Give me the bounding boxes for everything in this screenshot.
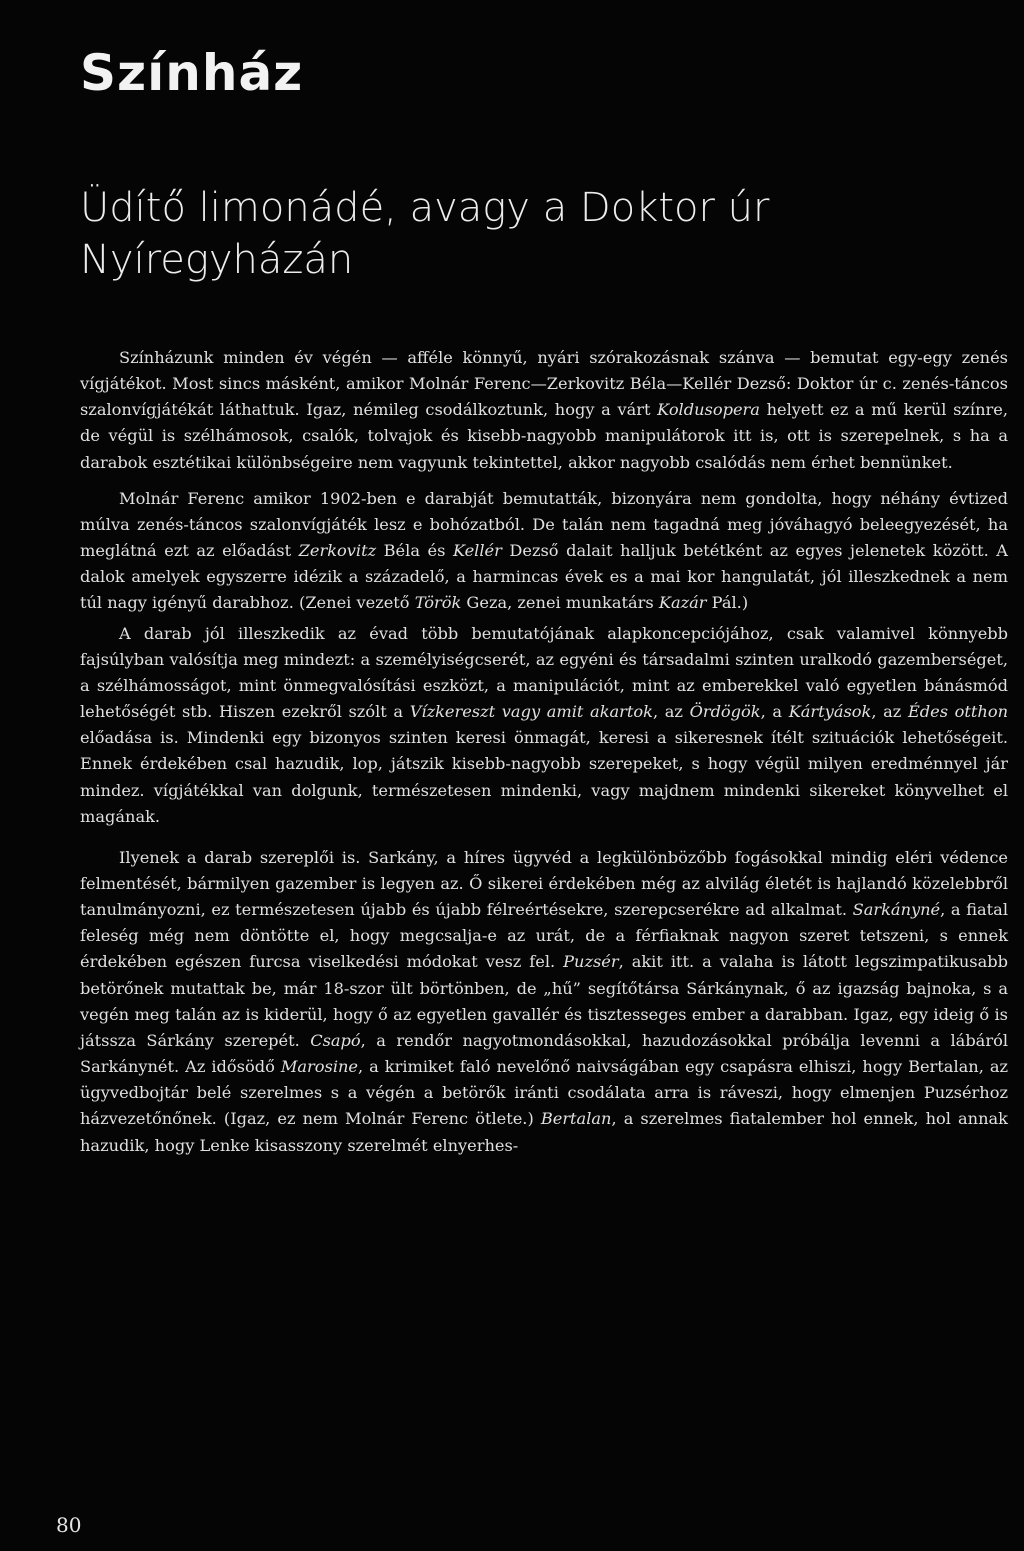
paragraph (80, 845, 1008, 1159)
text-run: , a krimiket faló nevelőnő naivságában egy csapásra elhiszi, hogy Bertalan, az ügyvedbojtár belé szerelmes s a végén a betörők iránti csodálata arra is ráveszi, hogy elmenjen Puzsérhoz házvezetőnőnek. (Igaz, ez nem Molnár Ferenc ötlete.) (80, 1057, 1009, 1129)
text-run: , a (760, 702, 789, 722)
text-run: , az (652, 702, 690, 722)
italic-text-run: Marosine (280, 1057, 359, 1077)
text-run: , a szerelmes fiatalember hol ennek, hol annak hazudik, hogy Lenke kisasszony szerelmét elnyerhes- (80, 1109, 1008, 1155)
text-run: előadása is. Mindenki egy bizonyos szinten keresi önmagát, keresi a sikeresnek ítélt szituációk lehetőségeit. Ennek érdekében csal hazudik, lop, játszik kisebb-nagyobb szerepeket, s hogy végül milyen eredménnyel jár mindez. vígjátékkal van dolgunk, természetesen mindenki, vagy majdnem mindenki sikereket könyvelhet el magának. (80, 728, 1008, 826)
text-run: A darab jól illeszkedik az évad több bemutatójának alapkoncepciójához, csak valamivel könnyebb fajsúlyban valósítja meg mindezt: a személyiségcserét, az egyéni és társadalmi szinten uralkodó gazemberséget, a szélhámosságot, mint önmegvalósítási eszközt, a manipulációt, mint az emberekkel való egyetlen bánásmód lehetőségét stb. Hiszen ezekről szólt a (80, 623, 1008, 722)
paragraph (80, 621, 1008, 830)
text-run: Béla és (376, 541, 453, 561)
paragraph (80, 345, 1008, 476)
italic-text-run: Puzsér (563, 952, 619, 972)
italic-text-run: Kazár (658, 593, 707, 613)
italic-text-run: Bertalan (540, 1109, 612, 1129)
paragraph (80, 486, 1008, 617)
text-run: Geza, zenei munkatárs (461, 593, 659, 613)
italic-text-run: Kártyások (788, 702, 872, 722)
text-run: , a rendőr nagyotmondásokkal, hazudozásokkal próbálja levenni a lábáról Sarkánynét. Az idősödő (80, 1030, 1008, 1077)
text-run: , akit itt. a valaha is látott legszimpatikusabb betörőnek mutattak be, már 18-szor ült börtönben, de „hű” segítőtársa Sárkánynak, ő az igazság bajnoka, s a vegén meg talán az is kiderül, hogy ő az egyetlen gavallér és tisztesseges ember a darabban. Igaz, egy ideig ő is játssza Sárkány szerepét. (80, 952, 1008, 1050)
page-number: 80 (56, 1513, 82, 1537)
text-run: Pál.) (706, 593, 749, 613)
italic-text-run: Édes otthon (907, 702, 1009, 722)
italic-text-run: Csapó (310, 1030, 361, 1050)
article-body (80, 345, 1008, 1159)
italic-text-run: Vízkereszt vagy amit akartok (409, 702, 653, 722)
italic-text-run: Ördögök (689, 702, 761, 722)
text-run: helyett ez a mű kerül színre, de végül is szélhámosok, csalók, tolvajok és kisebb-nagyobb manipulátorok itt is, ott is szerepelnek, s ha a darabok esztétikai különbségeire nem vagyunk tekintettel, akkor nagyobb csalódás nem érhet bennünket. (80, 400, 1008, 472)
text-run: Ilyenek a darab szereplői is. Sarkány, a híres ügyvéd a legkülönbözőbb fogásokkal mindig eléri védence felmentését, bármilyen gazember is legyen az. Ő sikerei érdekében még az alvilág életét is hajlandó közelebbről tanulmányozni, ez természetesen újabb és újabb félreértésekre, szerepcserékre ad alkalmat. (80, 847, 1008, 920)
text-run: Színházunk minden év végén — afféle könnyű, nyári szórakozásnak szánva — bemutat egy-egy zenés vígjátékot. Most sincs másként, amikor Molnár Ferenc—Zerkovitz Béla—Kellér Dezső: Doktor úr c. zenés-táncos szalonvígjátékát láthattuk. Igaz, némileg csodálkoztunk, hogy a várt (80, 348, 1008, 420)
text-run: , a fiatal feleség még nem döntötte el, hogy megcsalja-e az urát, de a férfiaknak nagyon szeret tetszeni, s ennek érdekében egészen furcsa viselkedési módokat vesz fel. (80, 900, 1008, 972)
italic-text-run: Török (414, 593, 462, 613)
italic-text-run: Kellér (452, 541, 502, 561)
text-run: Dezső dalait halljuk betétként az egyes jelenetek között. A dalok amelyek egyszerre idézik a századelő, a harmincas évek es a mai kor hangulatát, jól illeszkednek a nem túl nagy igényű darabhoz. (Zenei vezető (80, 541, 1008, 613)
italic-text-run: Zerkovitz (298, 541, 377, 561)
article-title: Üdítő limonádé, avagy a Doktor úr Nyíregyházán (80, 185, 770, 283)
text-run: , az (871, 702, 908, 722)
italic-text-run: Koldusopera (657, 400, 760, 420)
section-title: Színház (80, 44, 304, 102)
italic-text-run: Sarkányné (852, 900, 941, 920)
text-run: Molnár Ferenc amikor 1902-ben e darabját bemutatták, bizonyára nem gondolta, hogy néhány évtized múlva zenés-táncos szalonvígjáték lesz e bohózatból. De talán nem tagadná meg jóváhagyó beleegyezését, ha meglátná ezt az előadást (80, 488, 1008, 561)
